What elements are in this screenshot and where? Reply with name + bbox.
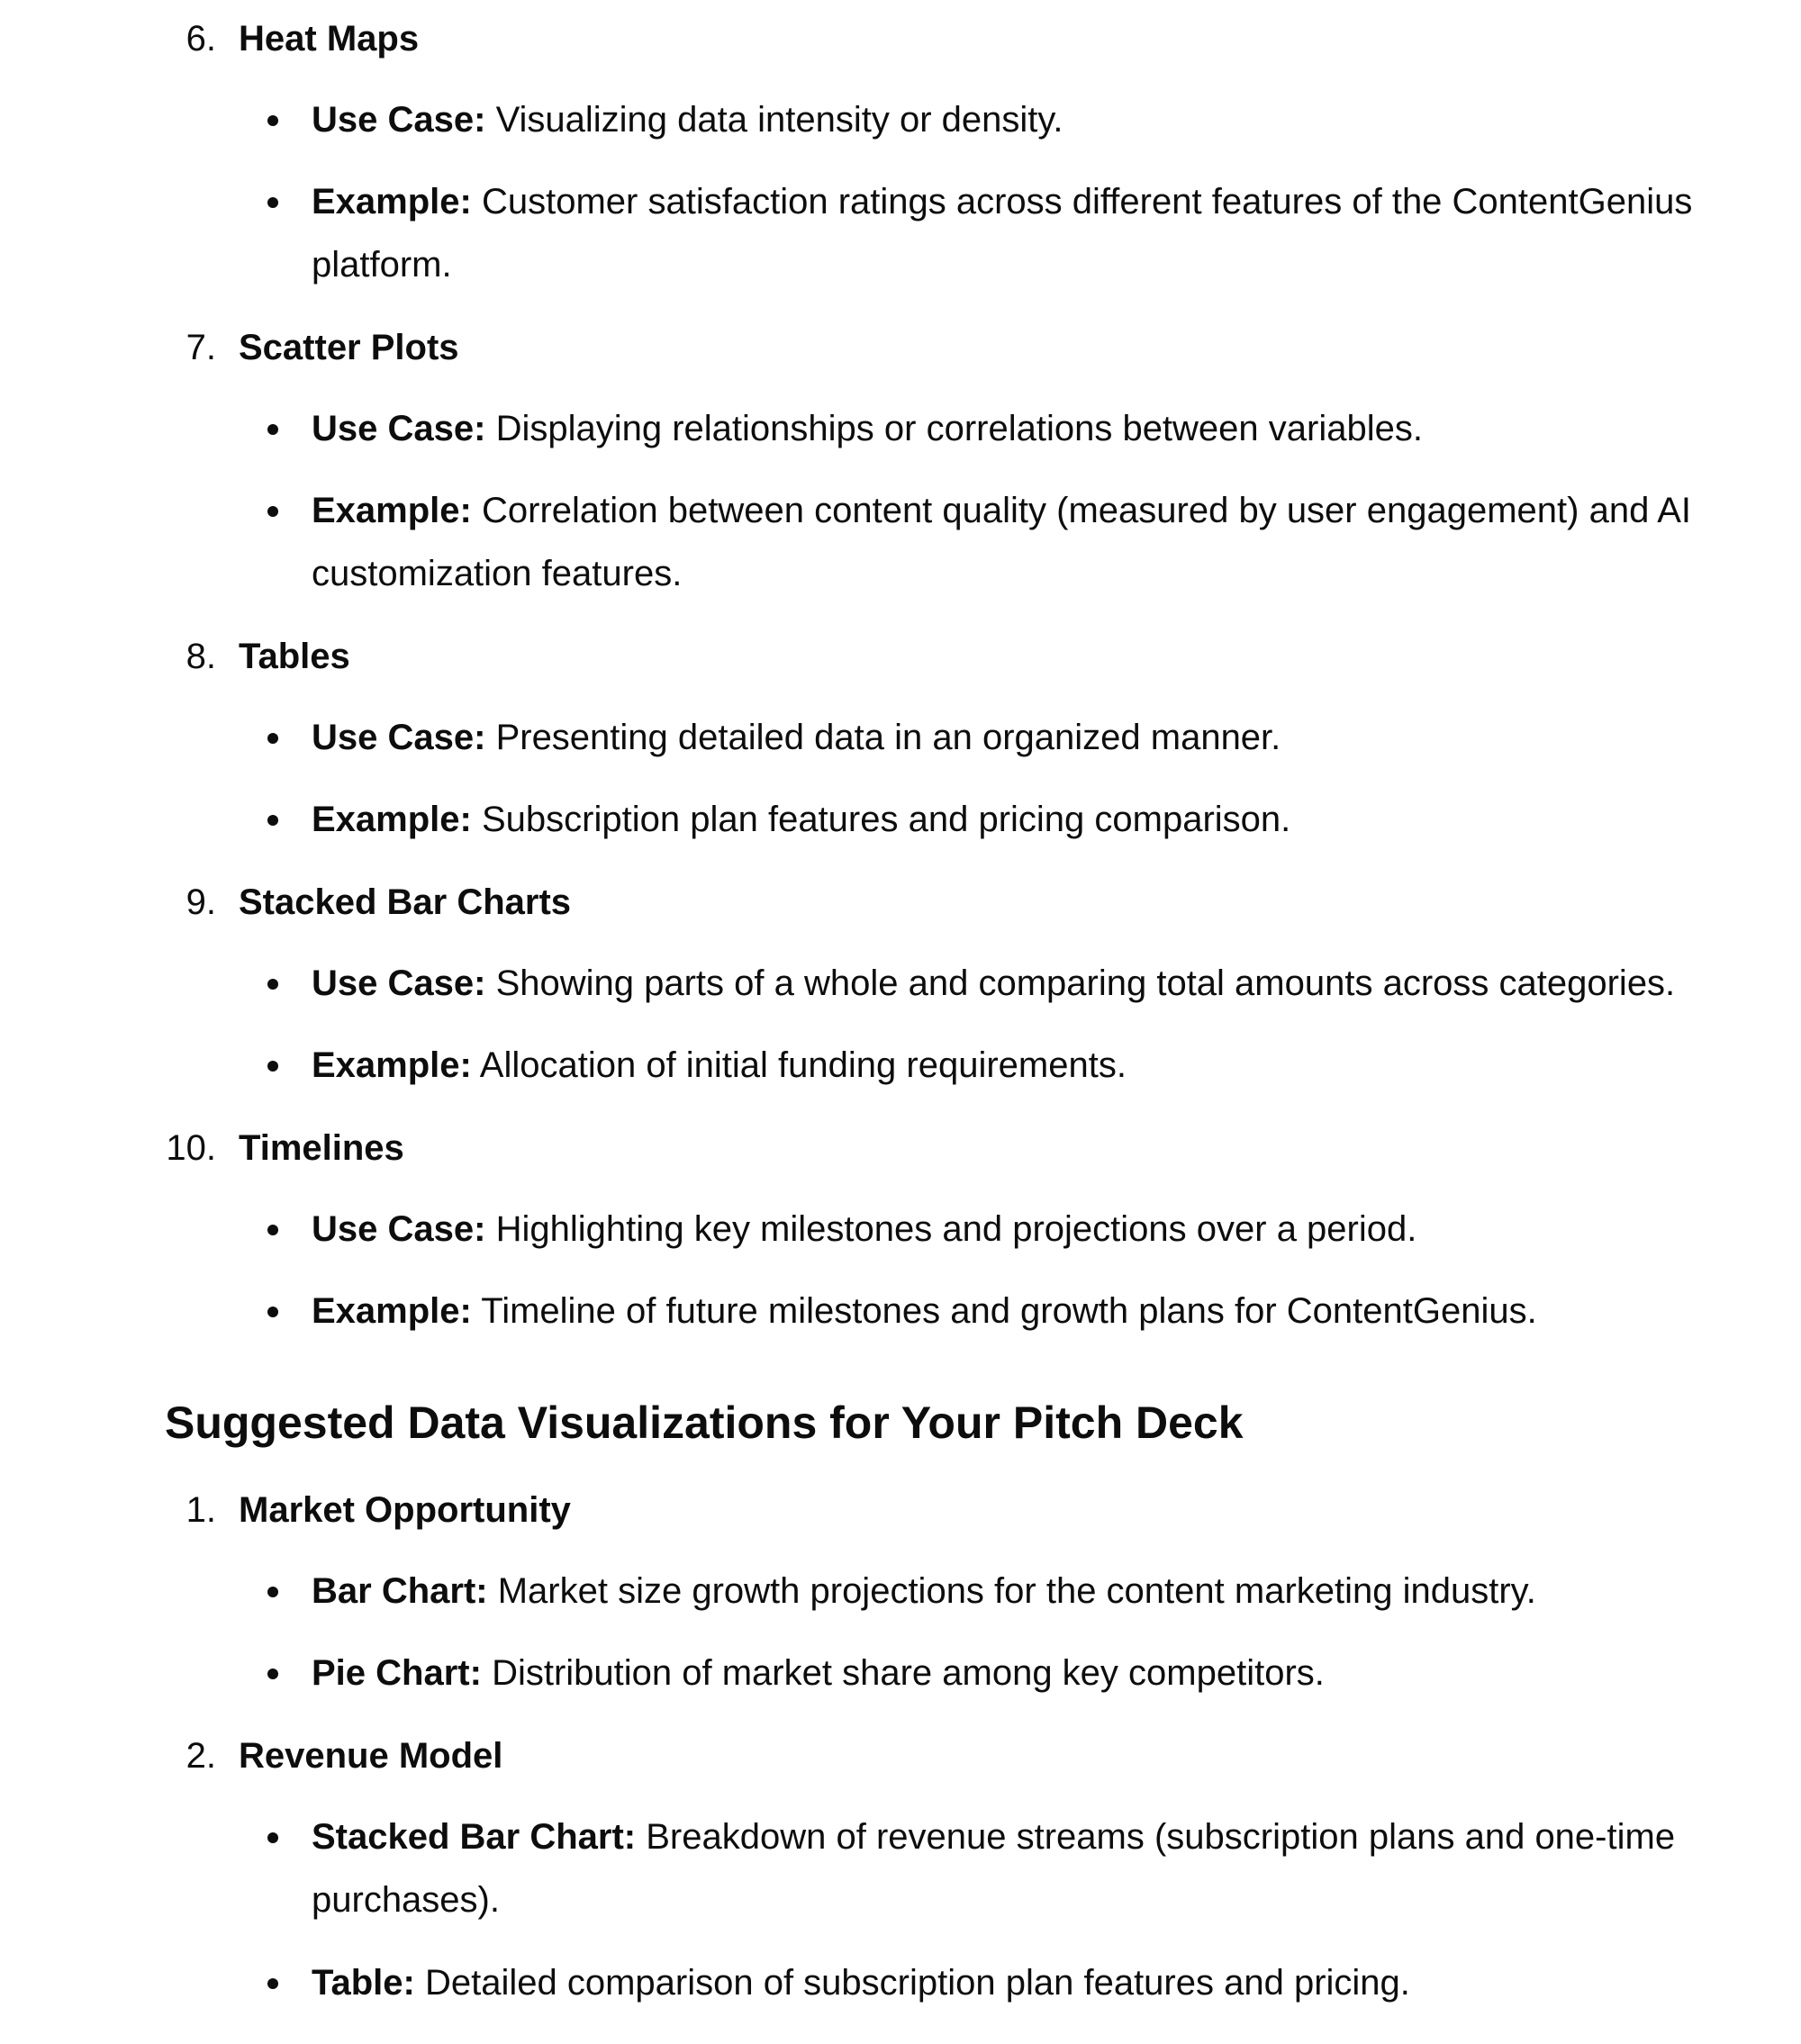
bullet-text [312,1805,1752,1931]
bullet-body: Detailed comparison of subscription plan features and pricing. [424,1963,1410,2003]
bullet-body: Showing parts of a whole and comparing total amounts across categories. [495,963,1676,1003]
bullet-label: Example: [312,182,472,222]
bullet-label: Table: [312,1963,415,2003]
bullet-dot [267,1061,278,1072]
bullet-label: Use Case: [312,963,486,1003]
list-item-title: Market Opportunity [239,1490,571,1530]
list-item-title: Heat Maps [239,19,420,59]
bullet-text [312,1642,1752,1705]
bullet-body: Distribution of market share among key competitors. [492,1653,1325,1693]
bullet-label: Example: [312,491,472,530]
section-heading: Suggested Data Visualizations for Your Pitch Deck [165,1397,1244,1448]
list-item-number: 9. [186,882,216,922]
bullet-text [312,1034,1752,1097]
bullet-label: Use Case: [312,718,486,757]
bullet-body: Displaying relationships or correlations between variables. [495,409,1423,448]
bullet-dot [267,424,278,435]
list-item-number: 1. [186,1490,216,1530]
bullet-text [312,706,1752,769]
bullet-label: Bar Chart: [312,1571,488,1611]
list-item-number: 10. [166,1128,216,1168]
bullet-text [312,397,1752,460]
bullet-label: Example: [312,800,472,839]
list-item-number: 8. [186,637,216,676]
list-item-number: 6. [186,19,216,59]
bullet-body: Timeline of future milestones and growth plans for ContentGenius. [481,1291,1537,1331]
bullet-body: Allocation of initial funding requirements. [479,1045,1127,1085]
bullet-body: Presenting detailed data in an organized manner. [495,718,1281,757]
bullet-body: Highlighting key milestones and projections over a period. [495,1209,1417,1249]
bullet-dot [267,197,278,208]
bullet-body: Breakdown of revenue streams (subscription plans and one-time purchases). [312,1817,1676,1920]
bullet-text [312,88,1752,151]
bullet-label: Pie Chart: [312,1653,482,1693]
bullet-text [312,1560,1752,1623]
bullet-dot [267,506,278,517]
bullet-label: Use Case: [312,1209,486,1249]
bullet-body: Correlation between content quality (measured by user engagement) and AI customization features. [312,491,1692,593]
bullet-dot [267,1307,278,1317]
list-item-title: Scatter Plots [239,328,459,367]
bullet-dot [267,1587,278,1597]
bullet-body: Customer satisfaction ratings across different features of the ContentGenius platform. [312,182,1693,285]
list-item-number: 7. [186,328,216,367]
bullet-dot [267,1225,278,1235]
bullet-dot [267,1978,278,1989]
bullet-dot [267,815,278,826]
bullet-text [312,479,1752,605]
bullet-dot [267,1832,278,1843]
bullet-label: Example: [312,1045,472,1085]
bullet-text [312,170,1752,296]
bullet-dot [267,733,278,744]
bullet-dot [267,115,278,126]
bullet-body: Market size growth projections for the content marketing industry. [497,1571,1536,1611]
bullet-label: Example: [312,1291,472,1331]
bullet-text [312,788,1752,851]
bullet-body: Visualizing data intensity or density. [495,100,1063,140]
list-item-number: 2. [186,1736,216,1776]
bullet-text [312,1951,1752,2014]
bullet-label: Use Case: [312,100,486,140]
list-item-title: Tables [239,637,350,676]
bullet-label: Use Case: [312,409,486,448]
list-item-title: Revenue Model [239,1736,503,1776]
bullet-dot [267,979,278,990]
list-item-title: Stacked Bar Charts [239,882,572,922]
bullet-body: Subscription plan features and pricing comparison. [481,800,1291,839]
bullet-text [312,1280,1752,1343]
bullet-dot [267,1669,278,1679]
bullet-label: Stacked Bar Chart: [312,1817,637,1857]
bullet-text [312,1198,1752,1261]
bullet-text [312,952,1752,1015]
list-item-title: Timelines [239,1128,404,1168]
